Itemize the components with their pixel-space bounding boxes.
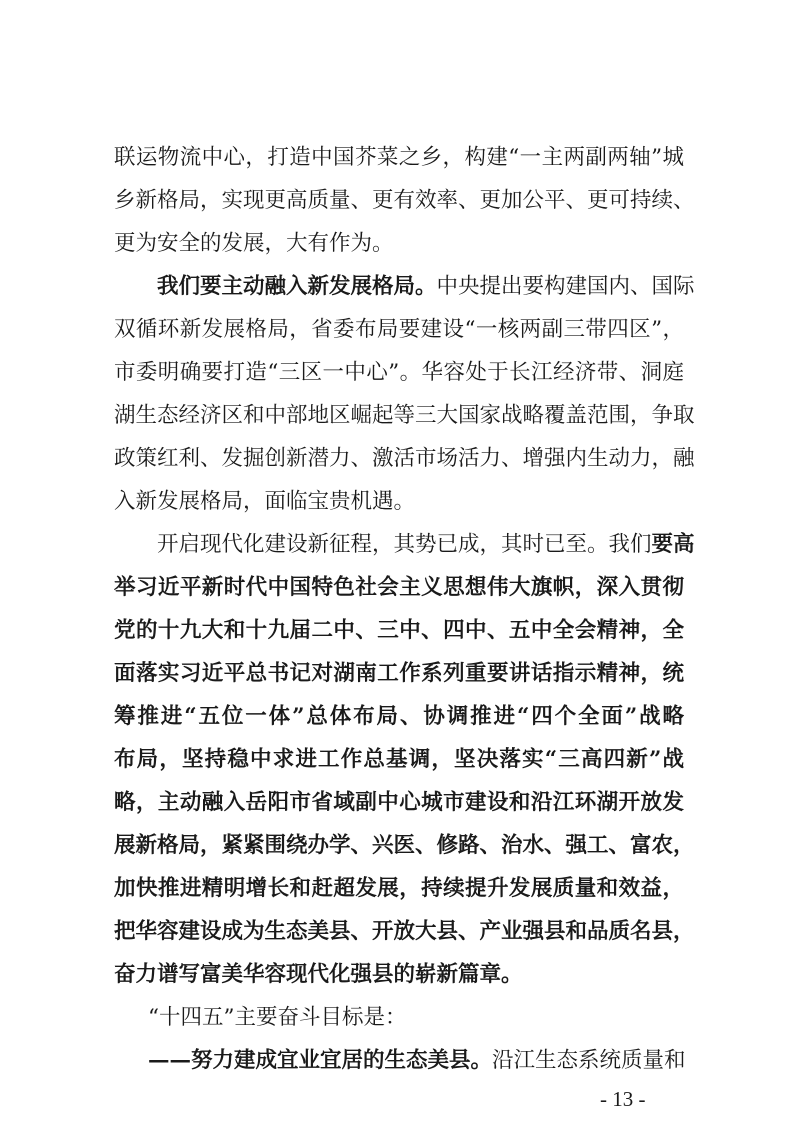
paragraph-2-line-1-rest: 中央提出要构建国内、国际 bbox=[436, 274, 695, 299]
paragraph-2-line-1 bbox=[157, 272, 695, 302]
paragraph-3-line-1 bbox=[157, 530, 695, 560]
paragraph-5-lead: ——努力建成宜业宜居的生态美县。 bbox=[148, 1048, 493, 1073]
paragraph-2-line-4: 湖生态经济区和中部地区崛起等三大国家战略覆盖范围，争取 bbox=[114, 403, 695, 428]
paragraph-3-line-8: 展新格局，紧紧围绕办学、兴医、修路、治水、强工、富农， bbox=[114, 833, 695, 858]
paragraph-3-line-3: 党的十九大和十九届二中、三中、四中、五中全会精神，全 bbox=[114, 618, 684, 643]
paragraph-1-line-2: 乡新格局，实现更高质量、更有效率、更加公平、更可持续、 bbox=[114, 188, 695, 213]
paragraph-3-line-1-bold: 要高 bbox=[651, 532, 695, 557]
paragraph-3-line-9: 加快推进精明增长和赶超发展，持续提升发展质量和效益， bbox=[114, 876, 684, 901]
paragraph-3-line-10: 把华容建设成为生态美县、开放大县、产业强县和品质名县， bbox=[114, 919, 695, 944]
paragraph-3-line-5: 筹推进“五位一体”总体布局、协调推进“四个全面”战略 bbox=[114, 704, 684, 729]
paragraph-2-line-3: 市委明确要打造“三区一中心”。华容处于长江经济带、洞庭 bbox=[114, 360, 684, 385]
paragraph-3-line-7: 略，主动融入岳阳市省域副中心城市建设和沿江环湖开放发 bbox=[114, 790, 684, 815]
paragraph-1-line-3: 更为安全的发展，大有作为。 bbox=[114, 231, 394, 256]
paragraph-5-line-1-rest: 沿江生态系统质量和 bbox=[492, 1048, 686, 1073]
paragraph-1-line-1: 联运物流中心，打造中国芥菜之乡，构建“一主两副两轴”城 bbox=[114, 145, 684, 170]
paragraph-5-line-1 bbox=[148, 1046, 684, 1076]
paragraph-2-line-5: 政策红利、发掘创新潜力、激活市场活力、增强内生动力，融 bbox=[114, 446, 695, 471]
paragraph-3-line-4: 面落实习近平总书记对湖南工作系列重要讲话指示精神，统 bbox=[114, 661, 684, 686]
paragraph-3-line-2: 举习近平新时代中国特色社会主义思想伟大旗帜，深入贯彻 bbox=[114, 575, 684, 600]
paragraph-4-line-1: “十四五”主要奋斗目标是： bbox=[148, 1005, 407, 1030]
paragraph-2-lead: 我们要主动融入新发展格局。 bbox=[157, 274, 437, 299]
paragraph-3-line-11: 奋力谱写富美华容现代化强县的崭新篇章。 bbox=[114, 962, 523, 987]
paragraph-2-line-2: 双循环新发展格局，省委布局要建设“一核两副三带四区”， bbox=[114, 317, 684, 342]
paragraph-3-line-1-plain: 开启现代化建设新征程，其势已成，其时已至。我们 bbox=[157, 532, 652, 557]
page-number: - 13 - bbox=[600, 1087, 646, 1111]
paragraph-3-line-6: 布局，坚持稳中求进工作总基调，坚决落实“三高四新”战 bbox=[114, 747, 684, 772]
paragraph-2-line-6: 入新发展格局，面临宝贵机遇。 bbox=[114, 489, 416, 514]
